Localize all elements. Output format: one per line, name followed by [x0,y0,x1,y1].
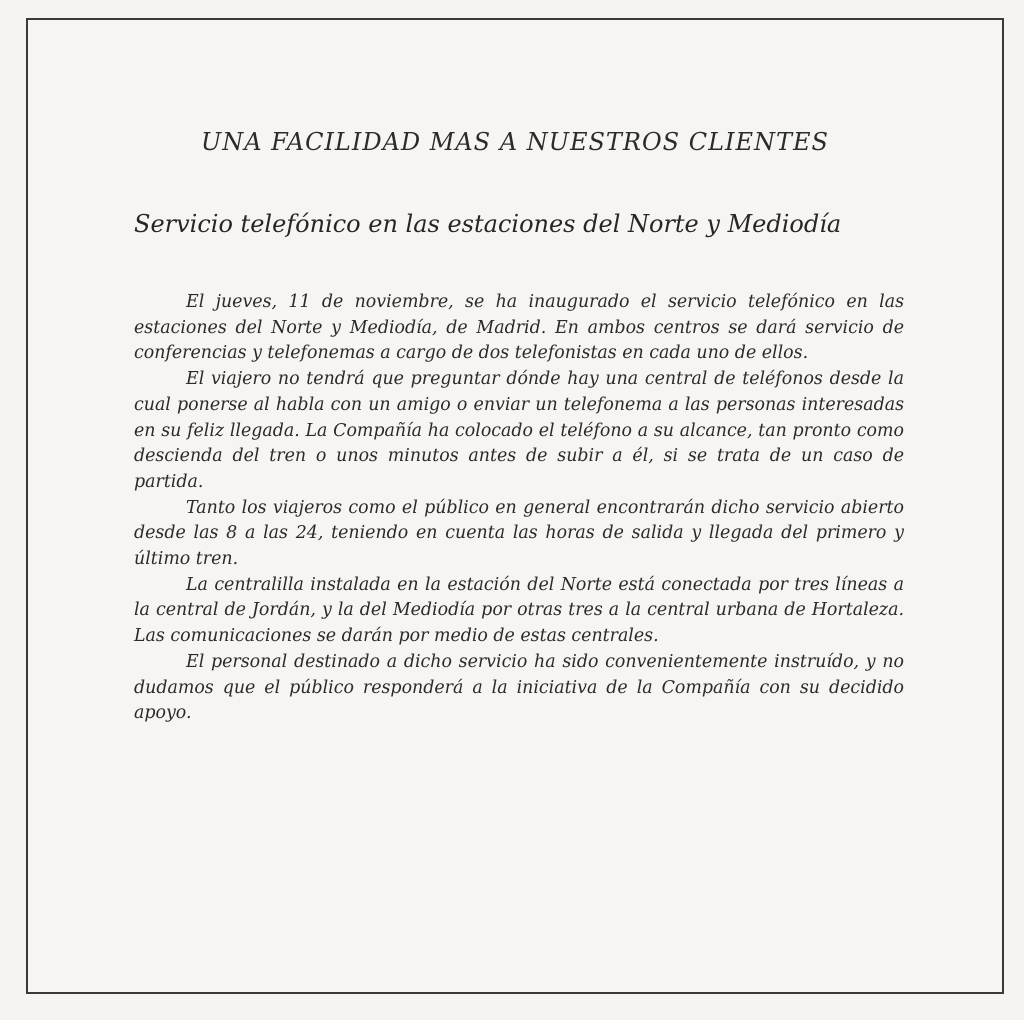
paragraph: El jueves, 11 de noviembre, se ha inaugurado el servicio telefónico en las estaciones del Norte y Mediodía, de Madrid. En ambos centros se dará servicio de conferencias y telefonemas a cargo de dos telefonistas en cada uno de ellos. [134,292,904,364]
paragraph: El personal destinado a dicho servicio ha sido convenientemente instruído, y no dudamos que el público responderá a la iniciativa de la Compañía con su decidido apoyo. [134,651,904,724]
paragraph: La centralilla instalada en la estación del Norte está conectada por tres líneas a la central de Jordán, y la del Mediodía por otras tres a la central urbana de Hortaleza. Las comunicaciones se darán por medio de estas centrales. [134,574,904,647]
article-frame [26,18,1004,994]
article-subheading: Servicio telefónico en las estaciones del Norte y Mediodía [134,210,842,238]
article-heading: UNA FACILIDAD MAS A NUESTROS CLIENTES [200,128,829,156]
paragraph: El viajero no tendrá que preguntar dónde hay una central de teléfonos desde la cual ponerse al habla con un amigo o enviar un telefonema a las personas interesadas en su feliz llegada. La Compañía ha colocado el teléfono a su alcance, tan pronto como descienda del tren o unos minutos antes de subir a él, si se trata de un caso de partida. [134,369,904,492]
article-body [134,290,904,727]
paragraph: Tanto los viajeros como el público en general encontrarán dicho servicio abierto desde las 8 a las 24, teniendo en cuenta las horas de salida y llegada del primero y último tren. [134,497,904,570]
